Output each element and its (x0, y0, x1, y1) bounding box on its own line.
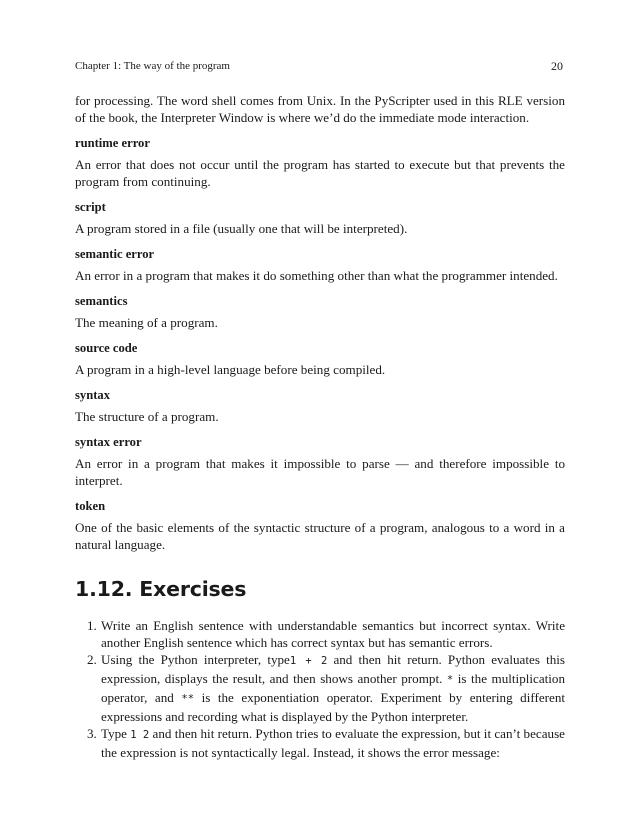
glossary-term: semantics (75, 294, 128, 308)
glossary-term: source code (75, 341, 138, 355)
inline-code: 1 + 2 (289, 655, 328, 667)
glossary-definition: A program in a high-level language before being compiled. (75, 362, 386, 377)
chapter-title: Chapter 1: The way of the program (75, 60, 230, 72)
exercise-item (75, 651, 565, 725)
exercise-list (75, 617, 565, 761)
glossary-definition: The meaning of a program. (75, 315, 218, 330)
inline-code: * (446, 674, 454, 686)
glossary-definition: The structure of a program. (75, 409, 219, 424)
glossary (75, 135, 565, 553)
exercise-item (75, 617, 565, 651)
exercise-number: 3. (87, 726, 97, 741)
exercise-text: is the exponentiation operator. Experiment by entering different expressions and recording what is displayed by the Python interpreter. (101, 690, 565, 724)
exercise-item (75, 725, 565, 761)
glossary-definition: An error in a program that makes it do something other than what the programmer intended. (75, 268, 558, 283)
glossary-term: script (75, 200, 106, 214)
page-content (75, 92, 565, 761)
exercise-text: Write an English sentence with understandable semantics but incorrect syntax. Write another English sentence which has correct syntax but has semantic errors. (101, 618, 565, 650)
exercise-text: is the multiplication operator, and (101, 671, 566, 705)
page-number: 20 (551, 59, 563, 73)
glossary-term: syntax (75, 388, 110, 402)
running-header (75, 58, 563, 74)
glossary-definition: An error in a program that makes it impossible to parse — and therefore impossible to interpret. (75, 456, 565, 488)
exercise-text: Using the Python interpreter, type (101, 652, 290, 667)
exercise-number: 2. (87, 652, 97, 667)
section-heading: 1.12. Exercises (75, 577, 247, 601)
inline-code: ** (181, 693, 195, 705)
glossary-definition: One of the basic elements of the syntactic structure of a program, analogous to a word in a natural language. (75, 520, 565, 552)
glossary-term: semantic error (75, 247, 155, 261)
glossary-definition: A program stored in a file (usually one that will be interpreted). (75, 221, 408, 236)
exercise-text: and then hit return. Python tries to evaluate the expression, but it can’t because the expression is not syntactically legal. Instead, it shows the error message: (101, 726, 565, 760)
exercise-text: and then hit return. Python evaluates this expression, displays the result, and then shows another prompt. (101, 652, 566, 686)
glossary-term: syntax error (75, 435, 142, 449)
glossary-term: token (75, 499, 106, 513)
exercise-text: Type (101, 726, 131, 741)
glossary-definition: An error that does not occur until the program has started to execute but that prevents the program from continuing. (75, 157, 565, 189)
glossary-term: runtime error (75, 136, 150, 150)
intro-paragraph: for processing. The word shell comes from Unix. In the PyScripter used in this RLE version of the book, the Interpreter Window is where we’d do the immediate mode interaction. (75, 93, 565, 125)
exercise-number: 1. (87, 618, 97, 633)
inline-code: 1 2 (130, 729, 150, 741)
